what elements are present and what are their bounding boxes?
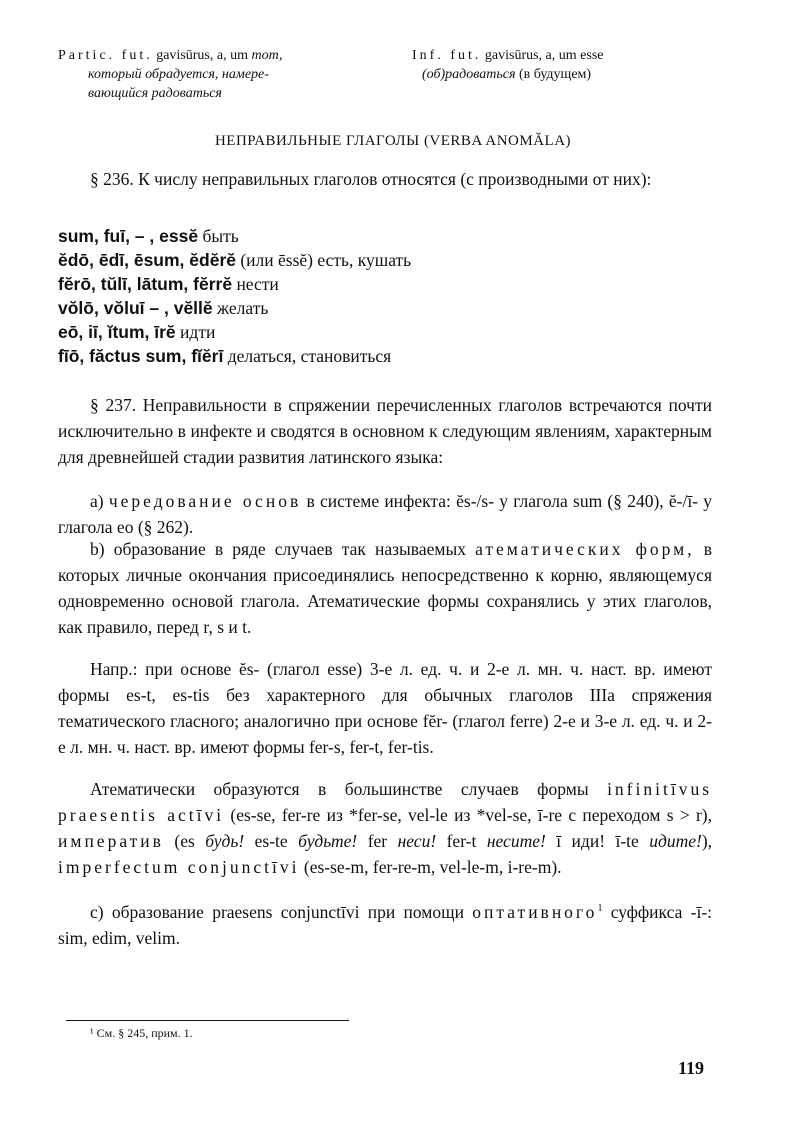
header-right-label: Inf. fut. [412,48,482,63]
paragraph-237 [58,392,712,470]
paragraph-text: Неправильности в спряжении перечисленных глаголов встречаются почти исключительно в инфекте и сводятся в основном к следующим явлениям, характерным для древнейшей стадии развития латинского языка: [58,395,712,467]
item-text: fer-t [446,831,477,851]
paragraph-236 [58,166,712,192]
item-text: fer [367,831,388,851]
italic-gloss: идите! [649,831,702,851]
item-text: ī иди! ī-te [556,831,639,851]
page-number: 119 [678,1058,705,1078]
item-text: (es [174,831,195,851]
verb-meaning: (или ēssĕ) есть, кушать [240,250,412,270]
verb-forms: fīō, făctus sum, fĭĕrī [58,346,224,366]
header-right-form: gavisūrus, a, um esse [484,48,604,63]
item-text: (es-se, fer-re из *fer-se, vel-le из *vel-se, ī-re с переходом s > r), [230,805,712,825]
spaced-term: императив [58,831,164,851]
header-right-trans: (об)радоваться [422,67,516,82]
item-text: в системе инфекта: ĕs-/s- у глагола sum (§ 240), ĕ-/ī- у глагола eo (§ 262). [58,491,713,537]
item-text: в которых личные окончания присоединялись непосредственно к корню, являющемуся одновременно основой глагола. Атематические формы сохранялись у этих глаголов, как правило, перед r, s и t. [58,539,713,637]
item-text: Напр.: при основе ĕs- (глагол esse) 3-е л. ед. ч. и 2-е л. мн. ч. наст. вр. имеют формы es-t, es-tis без характерного для обычных глаголов IIIa спряжения тематического гласного; аналогично при основе fĕr- (глагол ferre) 2-е и 3-е л. ед. ч. и 2-е л. мн. ч. наст. вр. имеют формы fer-s, fer-t, fer-tis. [58,659,712,757]
paragraph-number: § 237. [90,395,137,415]
verb-forms: ĕdō, ēdī, ēsum, ĕdĕrĕ [58,250,236,270]
verb-meaning: делаться, становиться [227,346,392,366]
verb-row [58,224,712,248]
spaced-term: infinitīvus praesentis actīvi [58,779,713,825]
verb-forms: eō, iī, ĭtum, īrĕ [58,322,176,342]
item-b [58,536,712,640]
header-right-extra: (в будущем) [518,67,592,82]
spaced-term: чередование основ [108,491,302,511]
verb-list [58,224,712,368]
header-right [412,46,742,84]
italic-gloss: неси! [397,831,437,851]
verb-row [58,272,712,296]
spaced-term: imperfectum conjunctīvi [58,857,300,877]
verb-row [58,344,712,368]
header-left-form: gavisūrus, a, um [156,48,248,63]
item-athematic [58,776,712,880]
header-left-trans1: тот, [251,48,283,63]
header-left-trans3: вающийся радоваться [88,86,222,101]
item-example [58,656,712,760]
verb-meaning: нести [236,274,279,294]
item-lead: b) образование в ряде случаев так называемых [90,539,466,559]
item-a [58,488,712,540]
verb-meaning: быть [202,226,239,246]
footnote: ¹ См. § 245, прим. 1. [90,1026,193,1040]
item-lead: а) [90,491,104,511]
verb-forms: sum, fuī, – , essĕ [58,226,199,246]
item-c [58,896,712,951]
italic-gloss: будь! [205,831,245,851]
spaced-term: атематических форм, [475,539,695,559]
header-left-label: Partic. fut. [58,48,153,63]
item-text: суффикса -ī-: sim, edim, velim. [58,901,713,948]
verb-meaning: идти [180,322,216,342]
footnote-marker: 1 [597,903,603,914]
verb-row [58,248,712,272]
italic-gloss: несите! [486,831,546,851]
item-lead: Атематически образуются в большинстве случаев формы [90,779,589,799]
header-left-trans2: который обрадуется, намере- [88,67,269,82]
italic-gloss: будьте! [298,831,358,851]
verb-row [58,296,712,320]
item-text: ), [701,831,713,851]
verb-forms: vŏlō, vŏluī – , vĕllĕ [58,298,213,318]
item-lead: с) образование praesens conjunctīvi при помощи [90,901,464,922]
paragraph-text: К числу неправильных глаголов относятся (с производными от них): [138,169,652,189]
section-title: НЕПРАВИЛЬНЫЕ ГЛАГОЛЫ (VERBA ANOMĂLA) [214,133,572,149]
item-text: (es-se-m, fer-re-m, vel-le-m, i-re-m). [303,857,562,877]
verb-forms: fĕrō, tŭlī, lātum, fĕrrĕ [58,274,233,294]
verb-row [58,320,712,344]
verb-meaning: желать [217,298,269,318]
spaced-term: оптативного [472,901,598,922]
item-text: es-te [254,831,288,851]
paragraph-number: § 236. [90,169,134,189]
footnote-divider [66,1020,349,1021]
header-left [58,46,378,103]
